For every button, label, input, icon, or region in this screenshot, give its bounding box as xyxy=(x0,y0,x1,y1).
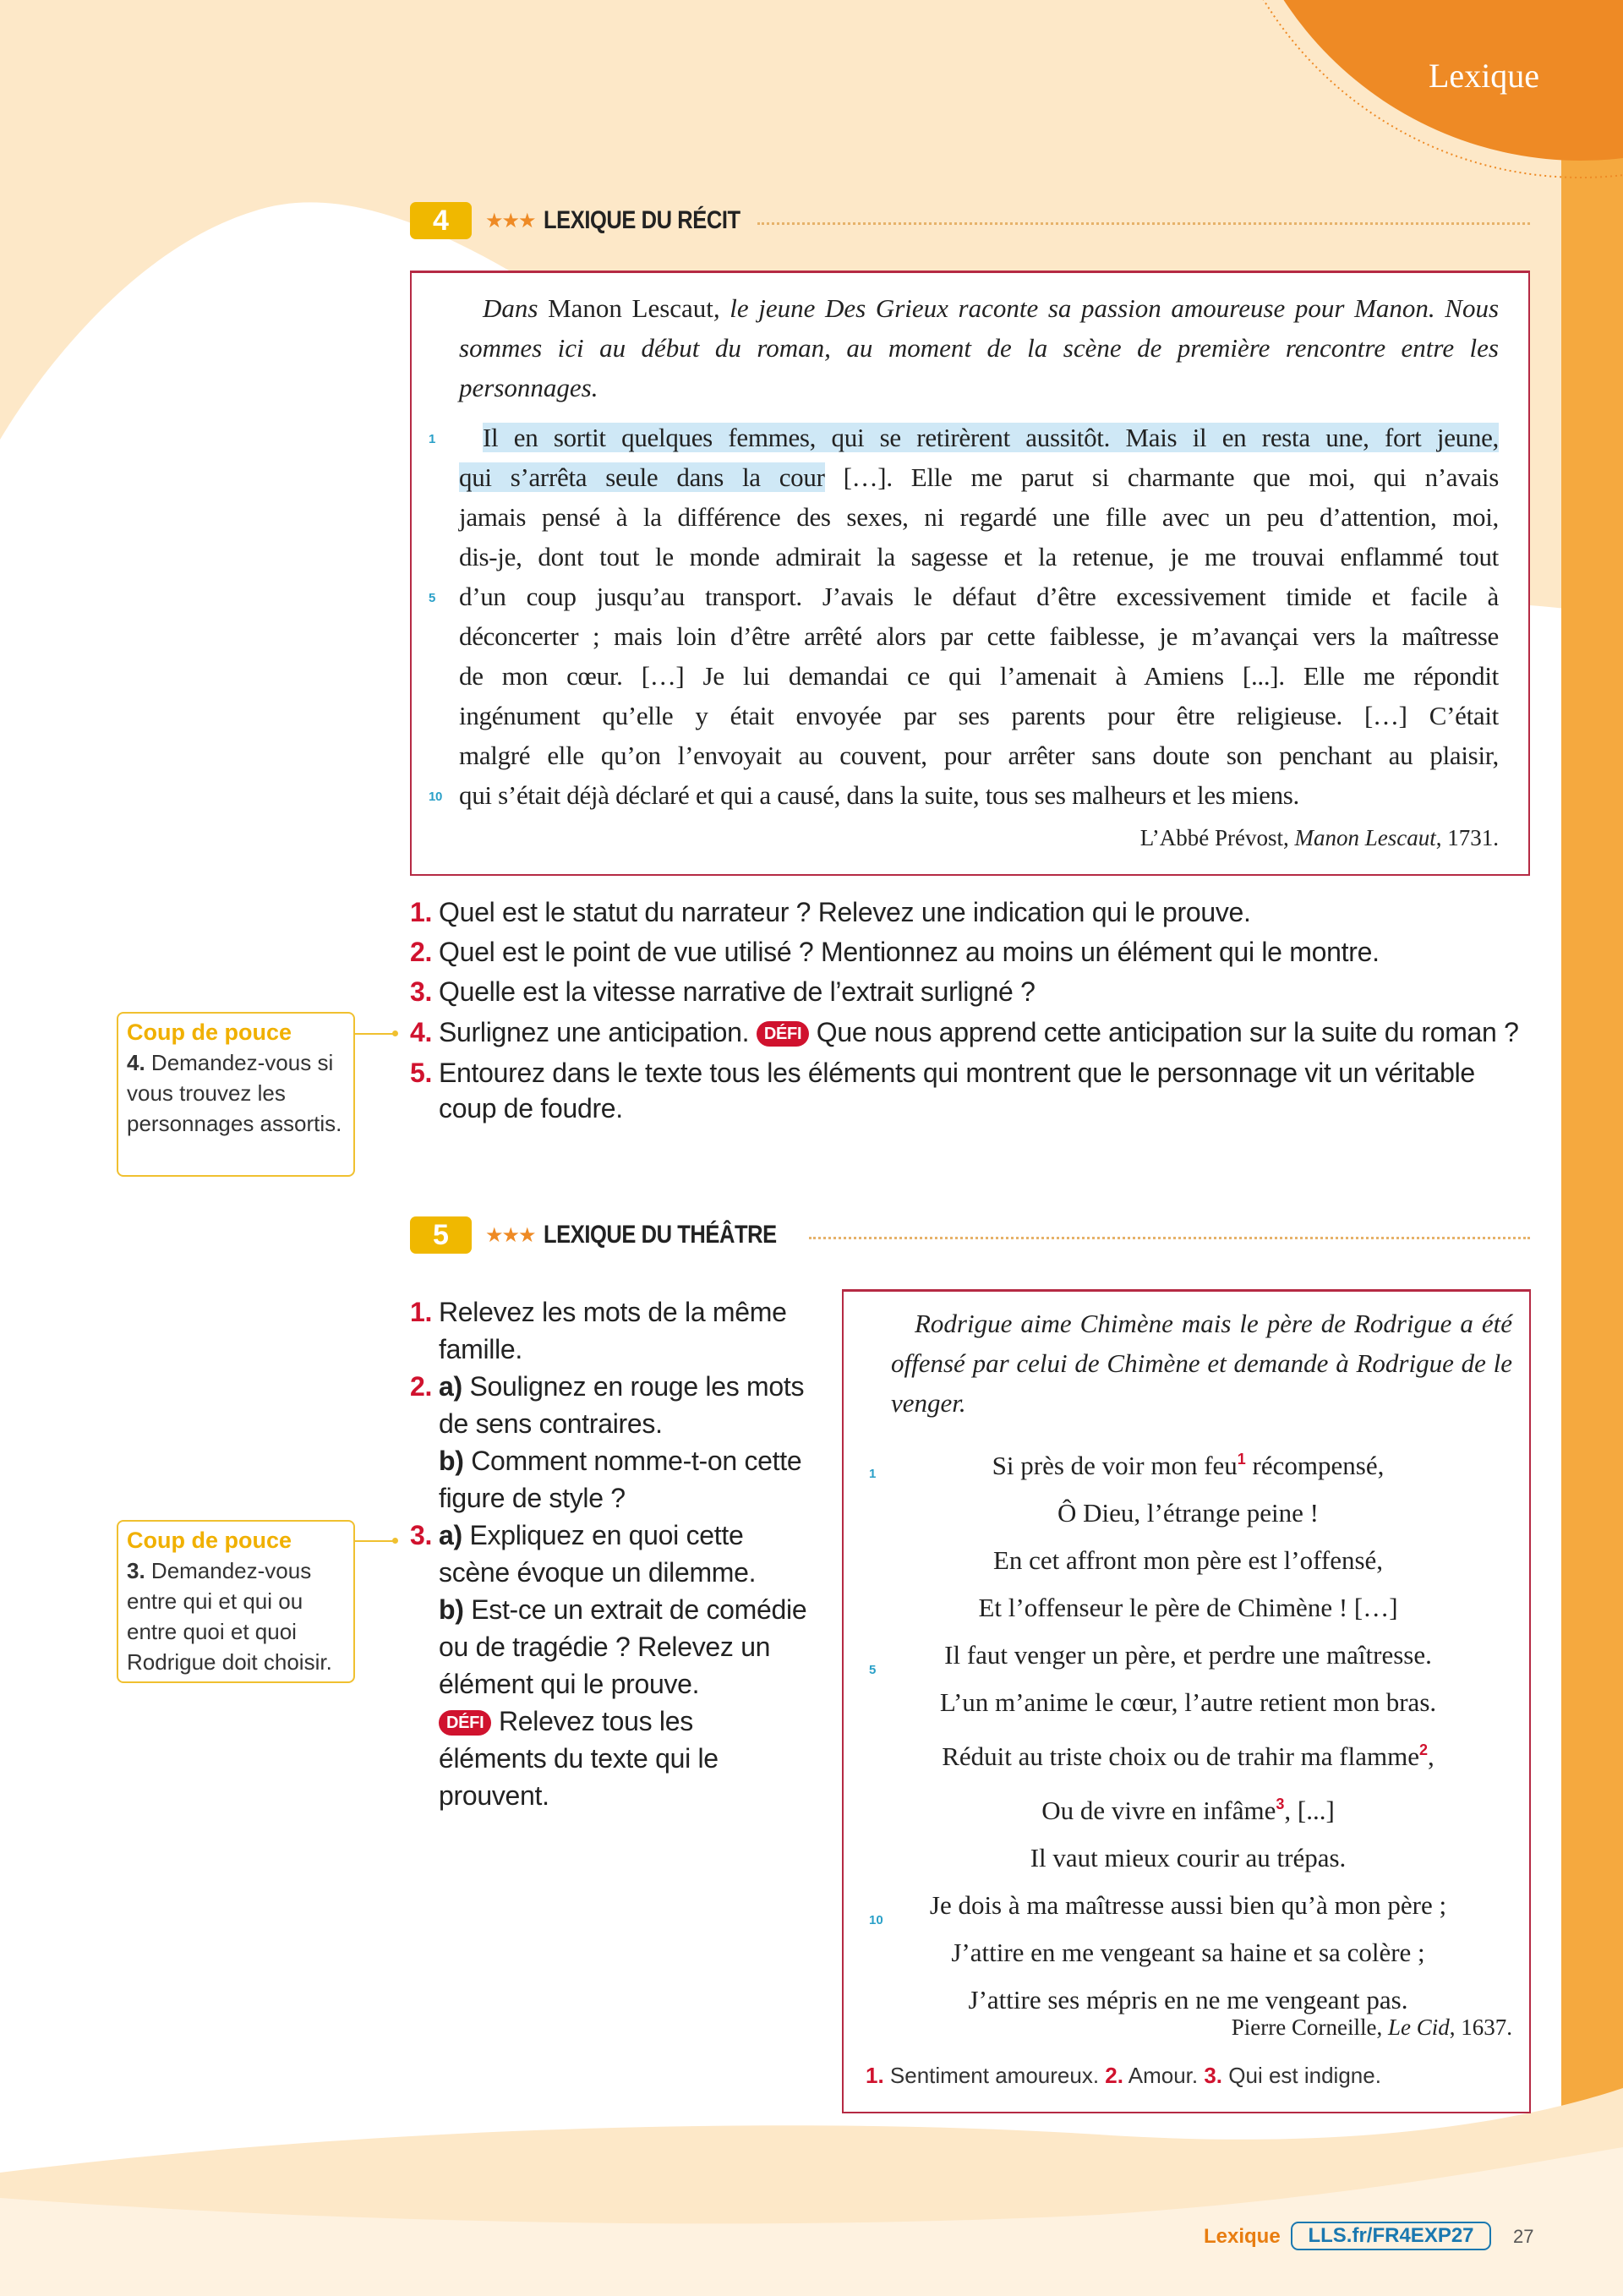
line-number: 1 xyxy=(869,1467,877,1481)
question-3: 3. a) Expliquez en quoi cette scène évoque un dilemme. b) Est-ce un extrait de comédie ou de tragédie ? Relevez un élément qui le prouve. DÉFI Relevez tous les éléments du texte qui le prouvent. xyxy=(410,1520,807,1811)
tip-title: Coup de pouce xyxy=(127,1528,292,1553)
footnote-ref: 1 xyxy=(1237,1451,1246,1468)
line-number: 1 xyxy=(429,432,436,446)
verse-line xyxy=(844,1632,1533,1679)
tip-box-4 xyxy=(117,1012,355,1177)
excerpt-intro: Dans Manon Lescaut, le jeune Des Grieux raconte sa passion amoureuse pour Manon. Nous sommes ici au début du roman, au moment de la scène de première rencontre entre les personnages. xyxy=(459,293,1500,402)
footnotes: 1. Sentiment amoureux. 2. Amour. 3. Qui est indigne. xyxy=(866,2063,1381,2088)
section-5-header xyxy=(410,1216,1530,1255)
question-5: 5. Entourez dans le texte tous les éléments qui montrent que le personnage vit un véritable coup de foudre. xyxy=(410,1058,1475,1123)
line-text: malgré elle qu’on l’envoyait au couvent, pour arrêter sans doute son penchant au plaisir, xyxy=(459,741,1499,770)
excerpt-passage xyxy=(429,418,1499,815)
line-text: d’un coup jusqu’au transport. J’avais le défaut d’être excessivement timide et facile à xyxy=(459,582,1499,611)
verse-text: L’un m’anime le cœur, l’autre retient mon bras. xyxy=(939,1687,1437,1717)
footnote-ref: 3 xyxy=(1276,1796,1285,1812)
question-1: 1. Relevez les mots de la même famille. xyxy=(410,1297,787,1364)
passage-line xyxy=(459,537,1499,577)
passage-line xyxy=(459,656,1499,696)
section-5-questions xyxy=(410,1293,807,1814)
tip-text: 3. Demandez-vous entre qui et qui ou entre quoi et quoi Rodrigue doit choisir. xyxy=(127,1558,332,1675)
exercise-number-badge: 5 xyxy=(410,1216,472,1254)
text-excerpt-box xyxy=(410,271,1530,876)
footer-section-label: Lexique xyxy=(1204,2225,1281,2248)
line-text: déconcerter ; mais loin d’être arrêté alors par cette faiblesse, je m’avançai vers la maîtresse xyxy=(459,621,1499,651)
verse-text: , [...] xyxy=(1284,1796,1335,1825)
line-text: qui s’était déjà déclaré et qui a causé, dans la suite, tous ses malheurs et les miens. xyxy=(459,780,1299,810)
defi-badge: DÉFI xyxy=(757,1021,809,1047)
line-text: de mon cœur. […] Je lui demandai ce qui l’amenait à Amiens [...]. Elle me répondit xyxy=(459,661,1499,691)
line-number: 5 xyxy=(429,591,436,605)
passage-line xyxy=(459,616,1499,656)
line-number: 10 xyxy=(429,790,443,804)
line-number: 5 xyxy=(869,1663,877,1677)
verse-line xyxy=(844,1435,1533,1490)
verse-line xyxy=(844,1537,1533,1584)
passage-line xyxy=(429,418,1499,457)
verse-text: Si près de voir mon feu xyxy=(992,1451,1238,1480)
poem-box xyxy=(842,1289,1531,2113)
footer-link[interactable]: LLS.fr/FR4EXP27 xyxy=(1291,2222,1491,2250)
verse-text: Il vaut mieux courir au trépas. xyxy=(1030,1843,1347,1872)
verse-text: Et l’offenseur le père de Chimène ! […] xyxy=(978,1593,1398,1622)
verse-line xyxy=(844,1490,1533,1537)
line-text: […]. Elle me parut si charmante que moi, qui n’avais xyxy=(824,462,1499,492)
tip-connector xyxy=(355,1540,396,1542)
page-number: 27 xyxy=(1513,2226,1534,2247)
verse-line xyxy=(844,1780,1533,1834)
verse-text: En cet affront mon père est l’offensé, xyxy=(992,1545,1384,1575)
question-1: 1. Quel est le statut du narrateur ? Relevez une indication qui le prouve. xyxy=(410,897,1251,927)
section-4-questions xyxy=(410,893,1534,1126)
difficulty-stars-icon: ★★★ xyxy=(485,209,535,232)
passage-line xyxy=(459,497,1499,537)
excerpt-source: L’Abbé Prévost, Manon Lescaut, 1731. xyxy=(1139,825,1499,850)
line-text: ingénument qu’elle y était envoyée par ses parents pour être religieuse. […] C’était xyxy=(459,701,1499,730)
passage-line xyxy=(459,457,1499,497)
passage-line xyxy=(429,577,1499,616)
poem-verses xyxy=(844,1435,1533,2024)
dotted-rule xyxy=(757,222,1530,225)
dotted-rule xyxy=(809,1237,1530,1239)
question-3: 3. Quelle est la vitesse narrative de l’extrait surligné ? xyxy=(410,976,1036,1007)
line-number: 10 xyxy=(869,1913,883,1927)
line-text: dis-je, dont tout le monde admirait la sagesse et la retenue, je me trouvai enflammé tout xyxy=(459,542,1499,571)
defi-badge: DÉFI xyxy=(439,1710,491,1736)
passage-line xyxy=(459,735,1499,775)
question-2: 2. Quel est le point de vue utilisé ? Mentionnez au moins un élément qui le montre. xyxy=(410,937,1380,967)
verse-line xyxy=(844,1834,1533,1882)
tip-box-3 xyxy=(117,1520,355,1683)
tip-text: 4. Demandez-vous si vous trouvez les personnages assortis. xyxy=(127,1050,342,1136)
verse-line xyxy=(844,1882,1533,1929)
side-band xyxy=(1561,144,1623,2189)
tip-title: Coup de pouce xyxy=(127,1020,292,1045)
section-title: LEXIQUE DU THÉÂTRE xyxy=(543,1221,777,1249)
verse-text: J’attire en me vengeant sa haine et sa colère ; xyxy=(951,1938,1425,1967)
verse-line xyxy=(844,1929,1533,1976)
chapter-tab-label: Lexique xyxy=(1429,57,1540,95)
line-text: jamais pensé à la différence des sexes, ni regardé une fille avec un peu d’attention, moi, xyxy=(459,502,1499,532)
footnote-ref: 2 xyxy=(1418,1741,1428,1758)
verse-text: récompensé, xyxy=(1245,1451,1385,1480)
verse-line xyxy=(844,1726,1533,1780)
verse-text: Ô Dieu, l’étrange peine ! xyxy=(1057,1498,1319,1528)
verse-text: J’attire ses mépris en ne me vengeant pas. xyxy=(968,1985,1408,2014)
verse-text: Je dois à ma maîtresse aussi bien qu’à mon père ; xyxy=(929,1890,1447,1920)
highlighted-text: Il en sortit quelques femmes, qui se retirèrent aussitôt. Mais il en resta une, fort jeune, xyxy=(483,423,1499,452)
question-2: 2. a) Soulignez en rouge les mots de sens contraires. b) Comment nomme-t-on cette figure de style ? xyxy=(410,1371,805,1513)
passage-line xyxy=(459,696,1499,735)
section-4-header xyxy=(410,201,1530,240)
tip-connector xyxy=(355,1033,396,1035)
verse-text: Réduit au triste choix ou de trahir ma flamme xyxy=(942,1741,1419,1771)
verse-text: , xyxy=(1428,1741,1434,1771)
poem-intro: Rodrigue aime Chimène mais le père de Rodrigue a été offensé par celui de Chimène et demande à Rodrigue de le venger. xyxy=(891,1309,1512,1418)
passage-line xyxy=(429,775,1499,815)
difficulty-stars-icon: ★★★ xyxy=(485,1223,535,1247)
exercise-number-badge: 4 xyxy=(410,202,472,239)
verse-line xyxy=(844,1584,1533,1632)
verse-text: Il faut venger un père, et perdre une maîtresse. xyxy=(944,1640,1432,1670)
verse-text: Ou de vivre en infâme xyxy=(1041,1796,1276,1825)
poem-source: Pierre Corneille, Le Cid, 1637. xyxy=(1231,2014,1512,2040)
highlighted-text: qui s’arrêta seule dans la cour xyxy=(459,462,825,492)
question-4: 4. Surlignez une anticipation. DÉFI Que nous apprend cette anticipation sur la suite du roman ? xyxy=(410,1017,1519,1047)
section-title: LEXIQUE DU RÉCIT xyxy=(543,206,740,234)
verse-line xyxy=(844,1679,1533,1726)
